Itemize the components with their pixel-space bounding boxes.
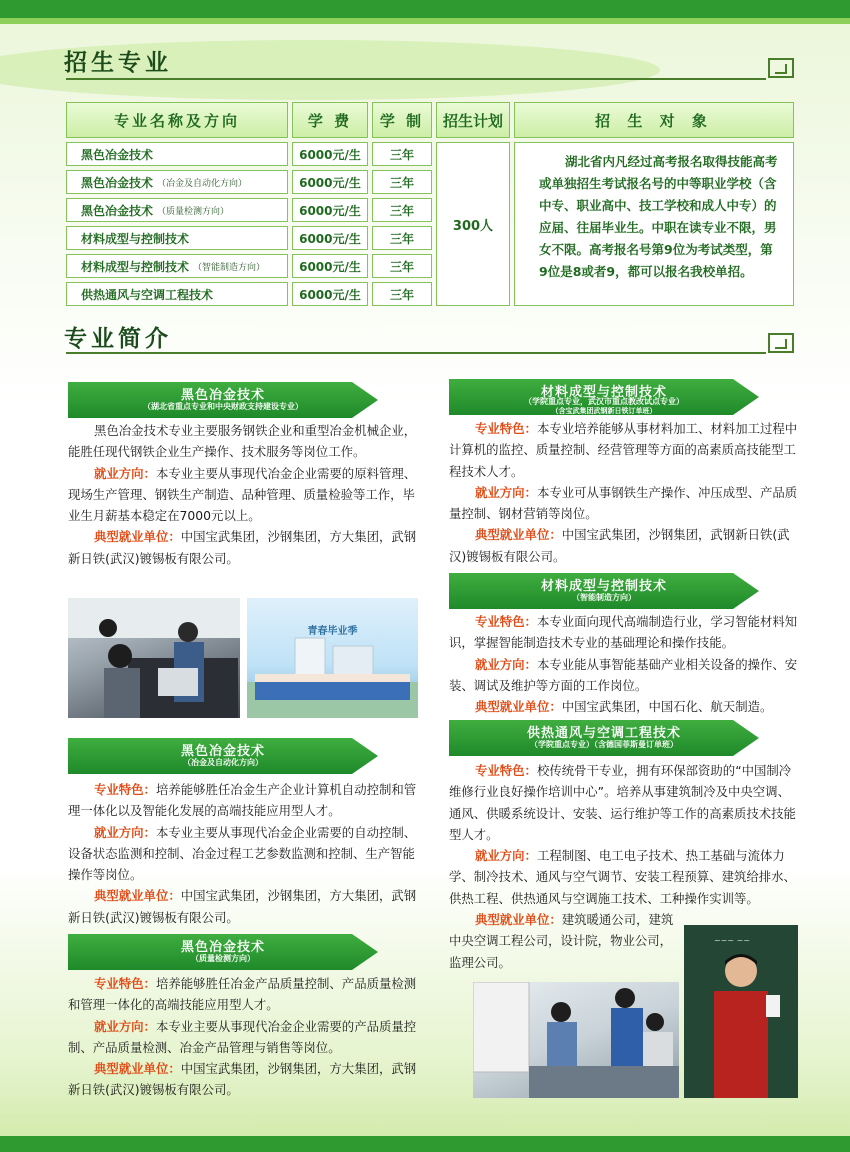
row-fee: 6000元/生 xyxy=(292,198,368,222)
photo-graduation xyxy=(247,598,418,718)
program-employer xyxy=(449,909,679,973)
employer-label: 典型就业单位： xyxy=(475,912,562,927)
career-paragraph xyxy=(449,845,801,909)
row-name: 材料成型与控制技术 xyxy=(66,226,288,250)
header-major: 专业名称及方向 xyxy=(66,102,288,138)
photo-graduation-illustration xyxy=(247,598,418,718)
career-label: 就业方向： xyxy=(94,465,156,481)
row-name: 材料成型与控制技术 （智能制造方向） xyxy=(66,254,288,278)
program-subtitle: （质量检测方向） xyxy=(191,954,255,963)
corner-decoration xyxy=(768,333,794,353)
career-text: 本专业主要从事现代冶金企业需要的产品质量控制、产品质量检测、冶金产品管理与销售等岗位。 xyxy=(68,1018,417,1055)
photo-caption: 青春毕业季 xyxy=(307,626,358,637)
section-divider xyxy=(66,78,766,80)
career-paragraph xyxy=(68,822,420,886)
career-text: 本专业可从事钢铁生产操作、冲压成型、产品质量控制、钢材营销等岗位。 xyxy=(449,484,798,522)
row-years: 三年 xyxy=(372,282,432,306)
row-years: 三年 xyxy=(372,142,432,166)
row-fee: 6000元/生 xyxy=(292,170,368,194)
career-text: 本专业主要从事现代冶金企业需要的自动控制、设备状态监测和控制、冶金过程工艺参数监测和控制、生产智能操作等岗位。 xyxy=(68,824,417,883)
program-banner xyxy=(68,382,378,418)
row-name: 黑色冶金技术 xyxy=(66,142,288,166)
employer-label: 典型就业单位： xyxy=(94,888,181,904)
feature-text: 培养能够胜任冶金生产企业计算机自动控制和管理一体化以及智能化发展的高端技能应用型人才。 xyxy=(68,782,417,819)
plan-cell: 300人 xyxy=(436,142,510,306)
program-desc xyxy=(68,973,420,1101)
program-title: 材料成型与控制技术 xyxy=(540,385,667,400)
career-label: 就业方向： xyxy=(475,848,537,864)
program-title: 材料成型与控制技术 xyxy=(540,579,667,594)
employer-text: 中国宝武集团，沙钢集团，方大集团，武钢新日铁(武汉)镀锡板有限公司。 xyxy=(68,1061,417,1098)
program-subtitle: （冶金及自动化方向） xyxy=(183,758,263,767)
program-subtitle: （学院重点专业，武汉市重点教改试点专业） xyxy=(524,397,684,406)
feature-paragraph xyxy=(449,611,801,654)
row-fee: 6000元/生 xyxy=(292,254,368,278)
header-target: 招 生 对 象 xyxy=(514,102,794,138)
program-subtitle: （湖北省重点专业和中央财政支持建设专业） xyxy=(143,402,303,411)
section-title-intro: 专业简介 xyxy=(64,326,172,352)
career-text: 本专业能从事智能基础产业相关设备的操作、安装、调试及维护等方面的工作岗位。 xyxy=(449,656,798,693)
program-desc xyxy=(449,611,801,717)
program-banner xyxy=(449,573,759,609)
career-label: 就业方向： xyxy=(94,1018,156,1034)
row-years: 三年 xyxy=(372,254,432,278)
employer-paragraph xyxy=(449,696,801,717)
header-years: 学 制 xyxy=(372,102,432,138)
row-years: 三年 xyxy=(372,226,432,250)
feature-text: 校传统骨干专业，拥有环保部资助的“中国制冷维修行业良好操作培训中心”。培养从事建筑制冷及中央空调、通风、供暖系统设计、安装、运行维护等工作的高素质技术技能型人才。 xyxy=(449,763,796,842)
program-banner xyxy=(68,934,378,970)
career-paragraph xyxy=(449,654,801,697)
employer-text: 建筑暖通公司，建筑中央空调工程公司，设计院，物业公司，监理公司。 xyxy=(449,912,674,970)
employer-label: 典型就业单位： xyxy=(475,527,562,543)
program-title: 供热通风与空调工程技术 xyxy=(526,726,681,741)
program-desc xyxy=(449,418,801,567)
employer-paragraph xyxy=(449,909,679,973)
photo-hvac-illustration xyxy=(473,982,679,1098)
feature-label: 专业特色： xyxy=(94,976,156,991)
program-subtitle-2: （含宝武集团武钢新日铁订单班） xyxy=(551,407,657,415)
row-fee: 6000元/生 xyxy=(292,226,368,250)
employer-paragraph xyxy=(68,526,420,569)
feature-paragraph xyxy=(68,779,420,822)
feature-label: 专业特色： xyxy=(475,421,537,436)
row-fee: 6000元/生 xyxy=(292,142,368,166)
feature-paragraph xyxy=(449,760,801,845)
program-banner xyxy=(449,720,759,756)
employer-label: 典型就业单位： xyxy=(94,1061,181,1077)
feature-paragraph xyxy=(449,418,801,482)
corner-decoration xyxy=(768,58,794,78)
row-name: 黑色冶金技术 （冶金及自动化方向） xyxy=(66,170,288,194)
top-band-light xyxy=(0,18,850,24)
career-paragraph xyxy=(449,482,801,525)
row-years: 三年 xyxy=(372,170,432,194)
employer-label: 典型就业单位： xyxy=(94,529,181,545)
career-label: 就业方向： xyxy=(475,656,537,672)
header-fee: 学 费 xyxy=(292,102,368,138)
target-cell: 湖北省内凡经过高考报名取得技能高考或单独招生考试报名号的中等职业学校（含中专、职业高中、技工学校和成人中专）的应届、往届毕业生。中职在读专业不限，男女不限。高考报名号第9位为考试类型，第9位是8或者9，都可以报名我校单招。 xyxy=(514,142,794,306)
feature-text: 培养能够胜任冶金产品质量控制、产品质量检测和管理一体化的高端技能应用型人才。 xyxy=(68,976,417,1013)
photo-lab xyxy=(68,598,240,718)
program-banner xyxy=(449,379,759,415)
career-paragraph xyxy=(68,463,420,527)
photo-hvac-training xyxy=(473,982,679,1098)
header-plan: 招生计划 xyxy=(436,102,510,138)
row-fee: 6000元/生 xyxy=(292,282,368,306)
feature-text: 本专业面向现代高端制造行业，学习智能材料知识，掌握智能制造技术专业的基础理论和操作技能。 xyxy=(449,614,798,651)
row-name: 黑色冶金技术 （质量检测方向） xyxy=(66,198,288,222)
row-years: 三年 xyxy=(372,198,432,222)
feature-label: 专业特色： xyxy=(475,763,537,778)
employer-text: 中国宝武集团，中国石化、航天制造。 xyxy=(561,699,773,715)
employer-paragraph xyxy=(68,885,420,928)
section-title-enroll: 招生专业 xyxy=(64,50,172,76)
bottom-band xyxy=(0,1136,850,1152)
employer-paragraph xyxy=(68,1058,420,1101)
photo-teacher xyxy=(684,925,798,1098)
program-banner xyxy=(68,738,378,774)
row-name: 供热通风与空调工程技术 xyxy=(66,282,288,306)
top-band xyxy=(0,0,850,18)
career-label: 就业方向： xyxy=(94,824,156,840)
career-text: 本专业主要从事现代冶金企业需要的原料管理、现场生产管理、钢铁生产制造、品种管理、质量检验等工作，毕业生月薪基本稳定在7000元以上。 xyxy=(68,465,417,524)
program-subtitle: （学院重点专业）（含德国菲斯曼订单班） xyxy=(530,740,678,749)
feature-label: 专业特色： xyxy=(94,782,156,797)
employer-label: 典型就业单位： xyxy=(475,699,562,715)
feature-text: 黑色冶金技术专业主要服务钢铁企业和重型冶金机械企业，能胜任现代钢铁企业生产操作、技术服务等岗位工作。 xyxy=(68,423,417,460)
employer-text: 中国宝武集团，沙钢集团，方大集团，武钢新日铁(武汉)镀锡板有限公司。 xyxy=(68,529,417,566)
program-subtitle: （智能制造方向） xyxy=(572,593,636,602)
feature-label: 专业特色： xyxy=(475,614,537,629)
program-title: 黑色冶金技术 xyxy=(180,388,265,403)
employer-text: 中国宝武集团，沙钢集团，方大集团，武钢新日铁(武汉)镀锡板有限公司。 xyxy=(68,888,417,925)
career-text: 工程制图、电工电子技术、热工基础与流体力学、制冷技术、通风与空气调节、安装工程预算、建筑给排水、供热工程、供热通风与空调施工技术、工种操作实训等。 xyxy=(449,848,796,906)
employer-text: 中国宝武集团，沙钢集团，武钢新日铁(武汉)镀锡板有限公司。 xyxy=(449,527,790,564)
program-desc xyxy=(68,420,420,569)
program-title: 黑色冶金技术 xyxy=(180,940,265,955)
career-label: 就业方向： xyxy=(475,484,537,500)
svg-text:~~~ ~~: ~~~ ~~ xyxy=(714,936,751,945)
section-divider xyxy=(66,352,766,354)
program-desc xyxy=(449,760,801,909)
photo-teacher-illustration xyxy=(684,925,798,1098)
photo-lab-illustration xyxy=(68,598,240,718)
feature-text: 本专业培养能够从事材料加工、材料加工过程中计算机的监控、质量控制、经营管理等方面的高素质高技能型工程技术人才。 xyxy=(449,421,798,479)
program-title: 黑色冶金技术 xyxy=(180,744,265,759)
employer-paragraph xyxy=(449,524,801,567)
career-paragraph xyxy=(68,1016,420,1059)
program-desc xyxy=(68,779,420,928)
feature-paragraph xyxy=(68,973,420,1016)
